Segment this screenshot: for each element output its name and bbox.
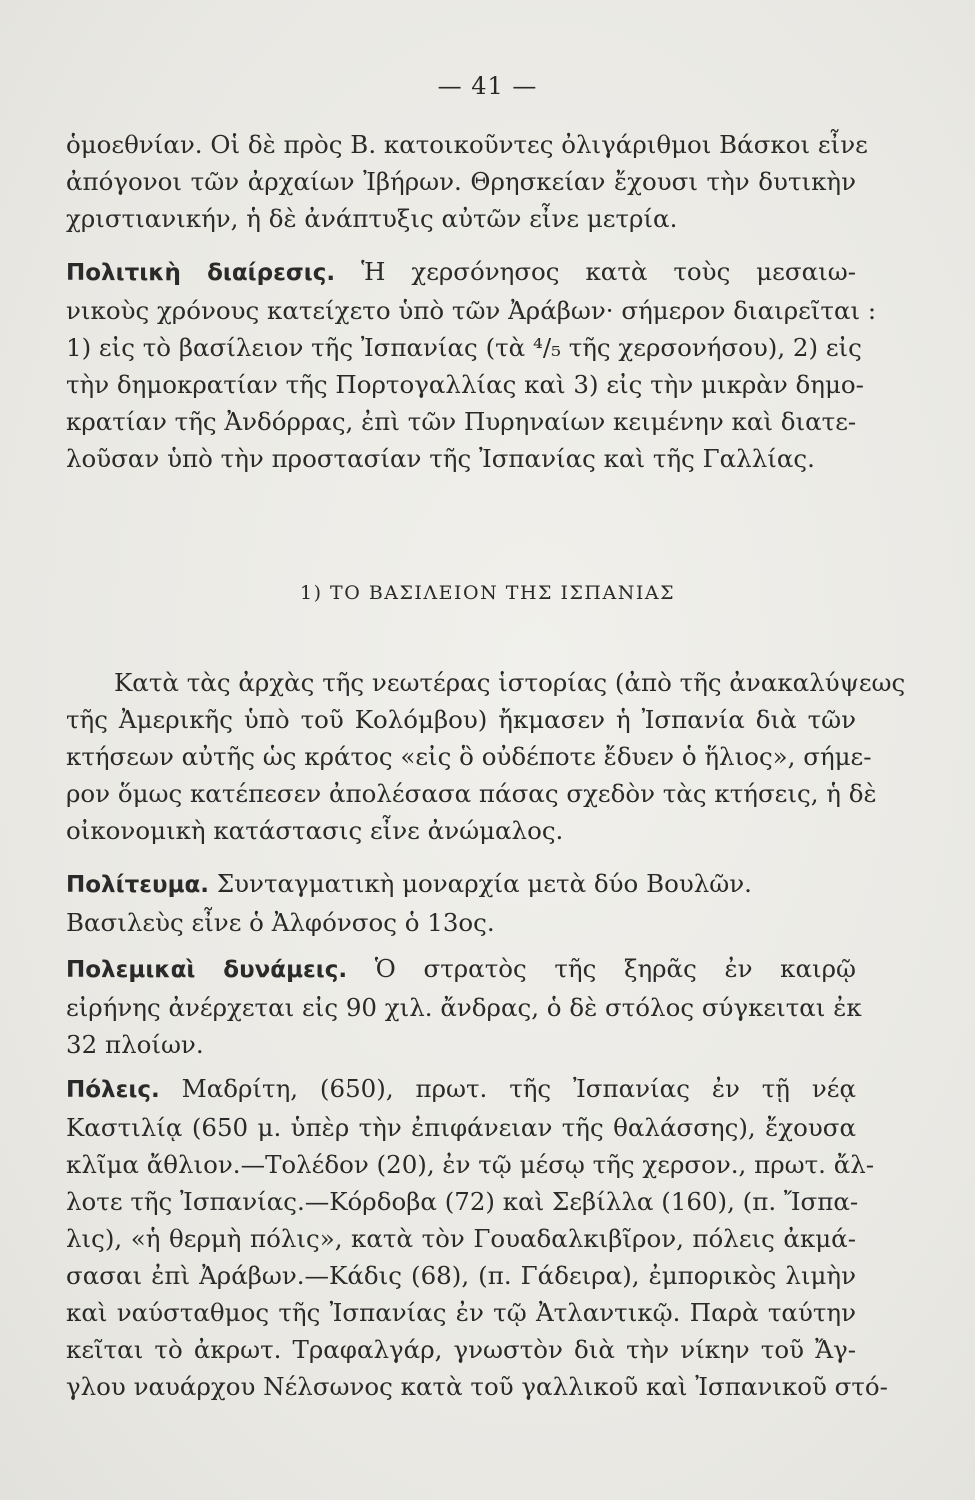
text-line: σασαι ἐπὶ Ἀράβων.—Κάδις (68), (π. Γάδειρα), ἐμπορικὸς λιμὴν bbox=[66, 1261, 856, 1290]
text-line: Πολεμικαὶ δυνάμεις. Ὁ στρατὸς τῆς ξηρᾶς ἐν καιρῷ bbox=[66, 954, 856, 983]
text-line: ἀπόγονοι τῶν ἀρχαίων Ἰβήρων. Θρησκείαν ἔχουσι τὴν δυτικὴν bbox=[66, 167, 856, 196]
text-line: Κατὰ τὰς ἀρχὰς τῆς νεωτέρας ἱστορίας (ἀπὸ τῆς ἀνακαλύψεως bbox=[114, 668, 906, 697]
paragraph-cities bbox=[66, 1070, 888, 1405]
text-line: Βασιλεὺς εἶνε ὁ Ἀλφόνσος ὁ 13ος. bbox=[66, 908, 495, 937]
text-line: κεῖται τὸ ἀκρωτ. Τραφαλγάρ, γνωστὸν διὰ τὴν νίκην τοῦ Ἄγ- bbox=[66, 1335, 856, 1364]
text-line: κτήσεων αὐτῆς ὡς κράτος «εἰς ὃ οὐδέποτε ἔδυεν ὁ ἥλιος», σήμε- bbox=[66, 742, 872, 771]
section-heading: Πόλεις. bbox=[66, 1077, 160, 1103]
paragraph-population bbox=[66, 126, 868, 237]
text-line: Πολιτικὴ διαίρεσις. Ἡ χερσόνησος κατὰ τοὺς μεσαιω- bbox=[66, 257, 856, 286]
section-heading: Πολίτευμα. bbox=[66, 872, 210, 898]
paragraph-history bbox=[66, 664, 906, 849]
text-line: τῆς Ἀμερικῆς ὑπὸ τοῦ Κολόμβου) ἤκμασεν ἡ Ἰσπανία διὰ τῶν bbox=[66, 705, 856, 734]
paragraph-political-division bbox=[66, 253, 877, 477]
text-line: εἰρήνης ἀνέρχεται εἰς 90 χιλ. ἄνδρας, ὁ δὲ στόλος σύγκειται ἐκ bbox=[66, 993, 862, 1022]
text-line: οἰκονομικὴ κατάστασις εἶνε ἀνώμαλος. bbox=[66, 816, 564, 845]
text-line: νικοὺς χρόνους κατείχετο ὑπὸ τῶν Ἀράβων· σήμερον διαιρεῖται : bbox=[66, 296, 877, 325]
text-line: γλου ναυάρχου Νέλσωνος κατὰ τοῦ γαλλικοῦ καὶ Ἰσπανικοῦ στό- bbox=[66, 1372, 888, 1401]
paragraph-government bbox=[66, 865, 856, 941]
text-line: Καστιλίᾳ (650 μ. ὑπὲρ τὴν ἐπιφάνειαν τῆς θαλάσσης), ἔχουσα bbox=[66, 1113, 856, 1142]
text-line: ρον ὅμως κατέπεσεν ἀπολέσασα πάσας σχεδὸν τὰς κτήσεις, ἡ δὲ bbox=[66, 779, 877, 808]
text-line: Πολίτευμα. Συνταγματικὴ μοναρχία μετὰ δύο Βουλῶν. bbox=[66, 869, 752, 898]
text-line: καὶ ναύσταθμος τῆς Ἰσπανίας ἐν τῷ Ἀτλαντικῷ. Παρὰ ταύτην bbox=[66, 1298, 856, 1327]
text-line: λοτε τῆς Ἰσπανίας.—Κόρδοβα (72) καὶ Σεβίλλα (160), (π. Ἴσπα- bbox=[66, 1187, 859, 1216]
text-line: 1) εἰς τὸ βασίλειον τῆς Ἰσπανίας (τὰ ⁴/₅ τῆς χερσονήσου), 2) εἰς bbox=[66, 333, 862, 362]
text-line: λις), «ἡ θερμὴ πόλις», κατὰ τὸν Γουαδαλκιβῖρον, πόλεις ἀκμά- bbox=[66, 1224, 856, 1253]
text-line: Πόλεις. Μαδρίτη, (650), πρωτ. τῆς Ἰσπανίας ἐν τῇ νέᾳ bbox=[66, 1074, 856, 1103]
text-line: 32 πλοίων. bbox=[66, 1030, 204, 1059]
text-line: χριστιανικήν, ἡ δὲ ἀνάπτυξις αὐτῶν εἶνε μετρία. bbox=[66, 204, 678, 233]
text-line: τὴν δημοκρατίαν τῆς Πορτογαλλίας καὶ 3) εἰς τὴν μικρὰν δημο- bbox=[66, 370, 864, 399]
text-line: κρατίαν τῆς Ἀνδόρρας, ἐπὶ τῶν Πυρηναίων κειμένην καὶ διατε- bbox=[66, 407, 857, 436]
text-line: ὁμοεθνίαν. Οἱ δὲ πρὸς Β. κατοικοῦντες ὀλιγάριθμοι Βάσκοι εἶνε bbox=[66, 130, 868, 159]
section-heading: Πολεμικαὶ δυνάμεις. bbox=[66, 957, 348, 983]
section-heading: Πολιτικὴ διαίρεσις. bbox=[66, 260, 336, 286]
text-line: λοῦσαν ὑπὸ τὴν προστασίαν τῆς Ἰσπανίας καὶ τῆς Γαλλίας. bbox=[66, 444, 815, 473]
text-line: κλῖμα ἄθλιον.—Τολέδον (20), ἐν τῷ μέσῳ τῆς χερσον., πρωτ. ἄλ- bbox=[66, 1150, 875, 1179]
page-number: — 41 — bbox=[437, 72, 538, 100]
paragraph-military bbox=[66, 950, 862, 1063]
chapter-title: 1) ΤΟ ΒΑΣΙΛΕΙΟΝ ΤΗΣ ΙΣΠΑΝΙΑΣ bbox=[299, 582, 676, 604]
